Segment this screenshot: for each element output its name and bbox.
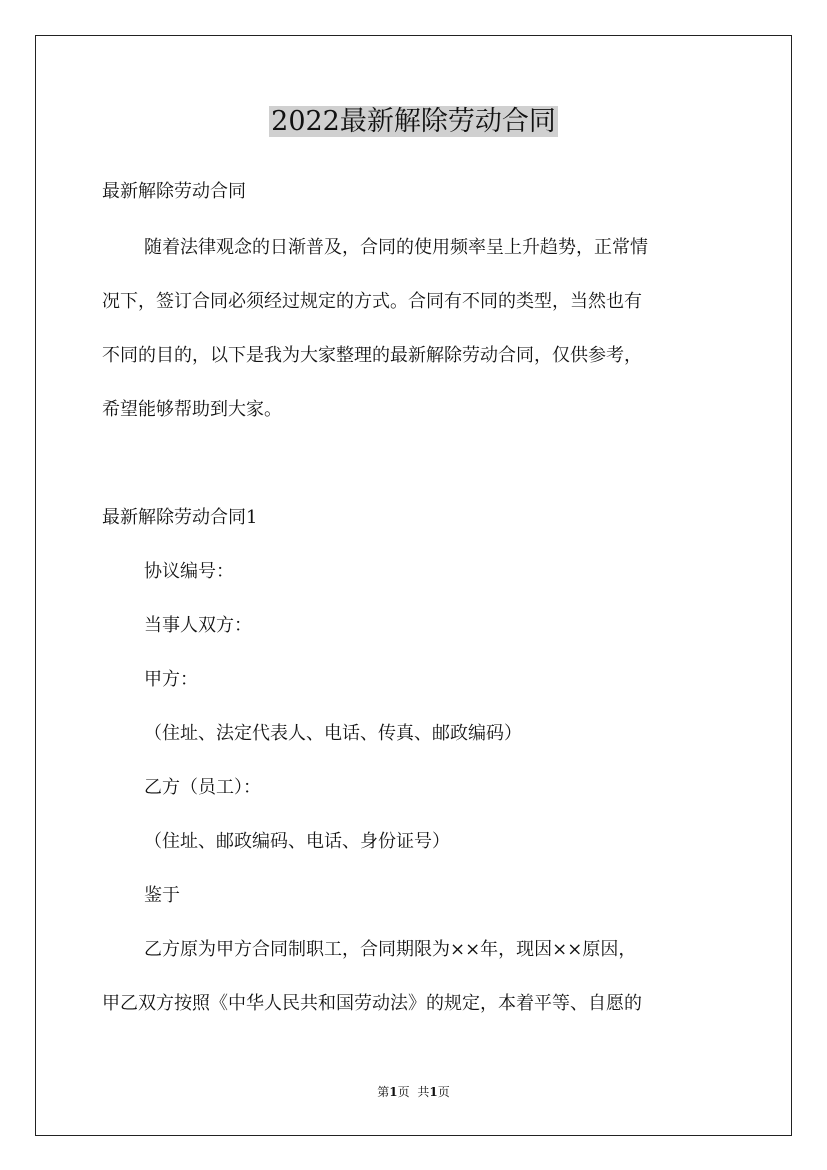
body-line-1: 乙方原为甲方合同制职工，合同期限为××年，现因××原因，: [144, 939, 637, 960]
footer-page-prefix: 第: [377, 1085, 390, 1099]
document-title: [0, 102, 827, 142]
body-line-2: 甲乙双方按照《中华人民共和国劳动法》的规定，本着平等、自愿的: [102, 993, 642, 1014]
title-text: 2022最新解除劳动合同: [271, 106, 556, 137]
footer-total-prefix: 共: [417, 1085, 430, 1099]
intro-line-2: 况下，签订合同必须经过规定的方式。合同有不同的类型，当然也有: [102, 291, 642, 312]
footer-total-pages: 1: [429, 1085, 438, 1099]
section-heading: 最新解除劳动合同1: [102, 507, 258, 528]
document-subtitle: 最新解除劳动合同: [102, 181, 246, 202]
intro-line-4: 希望能够帮助到大家。: [102, 399, 282, 420]
party-b-details: （住址、邮政编码、电话、身份证号）: [144, 831, 450, 852]
party-a-label: 甲方：: [144, 669, 198, 690]
intro-line-3: 不同的目的，以下是我为大家整理的最新解除劳动合同，仅供参考，: [102, 345, 642, 366]
agreement-number-label: 协议编号：: [144, 561, 234, 582]
footer-total-word: 页: [437, 1085, 450, 1099]
intro-line-1: 随着法律观念的日渐普及，合同的使用频率呈上升趋势，正常情: [144, 237, 648, 258]
footer-page-word: 页: [397, 1085, 410, 1099]
footer-page-number: 1: [389, 1085, 398, 1099]
whereas-label: 鉴于: [144, 885, 180, 906]
party-b-label: 乙方（员工）：: [144, 777, 261, 798]
party-a-details: （住址、法定代表人、电话、传真、邮政编码）: [144, 723, 522, 744]
page-footer: [0, 1084, 827, 1100]
parties-label: 当事人双方：: [144, 615, 252, 636]
